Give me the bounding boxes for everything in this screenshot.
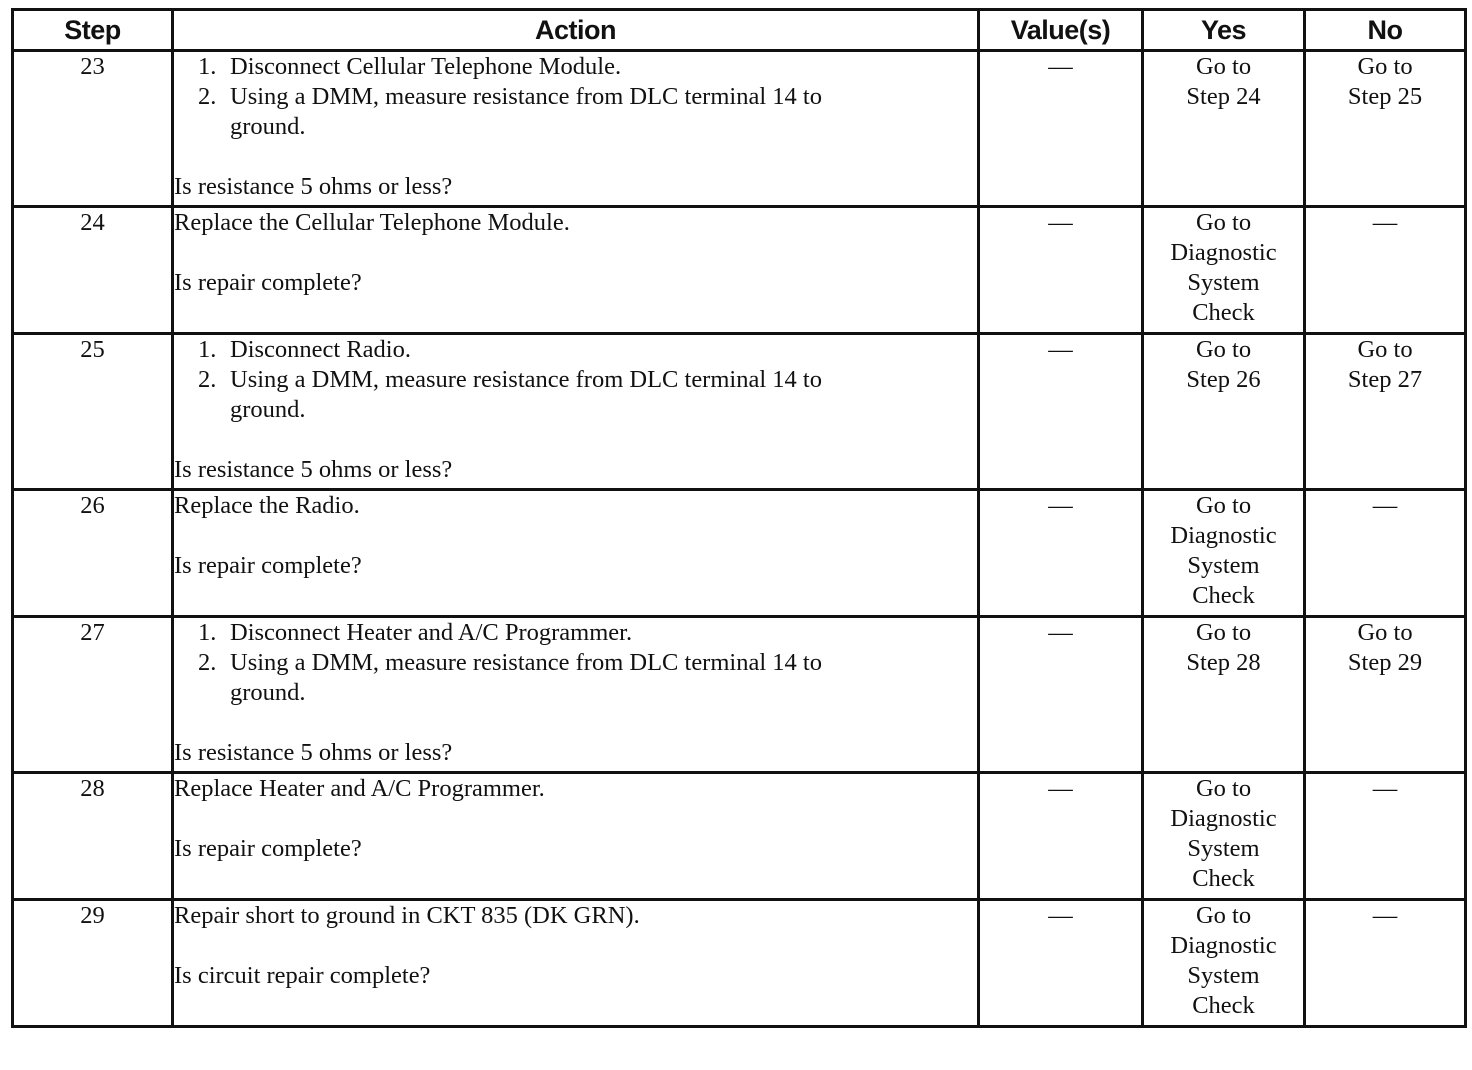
item-text: Disconnect Heater and A/C Programmer. (230, 619, 633, 646)
yes-line: Check (1192, 865, 1255, 892)
table-row (13, 773, 1466, 900)
yes-cell (1143, 51, 1305, 207)
action-item (198, 365, 977, 425)
table-row (13, 51, 1466, 207)
yes-line: Step 24 (1186, 83, 1261, 110)
action-question: Is resistance 5 ohms or less? (174, 456, 453, 483)
yes-line: Go to (1195, 336, 1252, 363)
yes-line: System (1187, 552, 1260, 579)
no-cell (1305, 617, 1466, 773)
diagnostic-table (11, 8, 1467, 1028)
action-cell (173, 617, 979, 773)
yes-cell (1143, 490, 1305, 617)
no-cell (1305, 900, 1466, 1027)
action-question: Is repair complete? (174, 835, 362, 862)
yes-line: Go to (1195, 902, 1252, 929)
action-question: Is repair complete? (174, 552, 362, 579)
yes-line: Check (1192, 992, 1255, 1019)
yes-line: Go to (1195, 492, 1252, 519)
action-text: Replace the Cellular Telephone Module. (174, 209, 570, 236)
step-number: 27 (13, 617, 173, 773)
action-item (198, 648, 977, 708)
value-dash: — (1048, 53, 1073, 80)
yes-cell (1143, 773, 1305, 900)
header-yes: Yes (1143, 10, 1305, 51)
action-cell (173, 900, 979, 1027)
action-question: Is circuit repair complete? (174, 962, 431, 989)
action-cell (173, 490, 979, 617)
yes-line: Check (1192, 299, 1255, 326)
no-cell (1305, 334, 1466, 490)
no-line: Go to (1357, 619, 1413, 646)
no-line: Step 27 (1347, 366, 1423, 393)
no-line: — (1372, 775, 1398, 802)
yes-line: Step 26 (1186, 366, 1261, 393)
step-number: 28 (13, 773, 173, 900)
yes-line: Diagnostic (1170, 239, 1277, 266)
action-question: Is resistance 5 ohms or less? (174, 173, 453, 200)
value-cell (979, 490, 1143, 617)
yes-line: Diagnostic (1170, 522, 1277, 549)
action-cell (173, 207, 979, 334)
header-action: Action (173, 10, 979, 51)
step-number: 24 (13, 207, 173, 334)
action-item (198, 82, 977, 142)
yes-line: System (1187, 962, 1260, 989)
no-cell (1305, 51, 1466, 207)
no-line: Step 25 (1347, 83, 1423, 110)
action-item (198, 335, 977, 365)
item-text: Using a DMM, measure resistance from DLC terminal 14 to ground. (230, 649, 822, 706)
value-cell (979, 900, 1143, 1027)
header-row (13, 10, 1466, 51)
yes-line: System (1187, 835, 1260, 862)
no-line: — (1372, 492, 1398, 519)
table-row (13, 900, 1466, 1027)
item-number: 2. (198, 649, 217, 676)
yes-line: Go to (1195, 53, 1252, 80)
value-dash: — (1048, 492, 1073, 519)
action-text: Repair short to ground in CKT 835 (DK GRN). (174, 902, 640, 929)
item-text: Disconnect Radio. (230, 336, 411, 363)
value-dash: — (1048, 902, 1073, 929)
header-step: Step (13, 10, 173, 51)
table-row (13, 207, 1466, 334)
table-row (13, 617, 1466, 773)
value-dash: — (1048, 209, 1073, 236)
yes-line: Go to (1195, 619, 1252, 646)
value-cell (979, 207, 1143, 334)
action-cell (173, 773, 979, 900)
yes-cell (1143, 334, 1305, 490)
no-cell (1305, 207, 1466, 334)
action-text: Replace the Radio. (174, 492, 360, 519)
value-dash: — (1048, 336, 1073, 363)
item-text: Using a DMM, measure resistance from DLC terminal 14 to ground. (230, 366, 822, 423)
table-row (13, 334, 1466, 490)
step-number: 26 (13, 490, 173, 617)
action-cell (173, 334, 979, 490)
no-line: Go to (1357, 53, 1413, 80)
yes-line: Go to (1195, 209, 1252, 236)
value-dash: — (1048, 619, 1073, 646)
value-cell (979, 334, 1143, 490)
yes-line: Diagnostic (1170, 805, 1277, 832)
header-no: No (1305, 10, 1466, 51)
value-cell (979, 617, 1143, 773)
item-number: 1. (198, 53, 217, 80)
no-line: — (1372, 902, 1398, 929)
yes-cell (1143, 617, 1305, 773)
value-cell (979, 51, 1143, 207)
yes-line: Check (1192, 582, 1255, 609)
item-number: 1. (198, 336, 217, 363)
no-line: Step 29 (1347, 649, 1423, 676)
value-cell (979, 773, 1143, 900)
table-row (13, 490, 1466, 617)
no-line: Go to (1357, 336, 1413, 363)
item-number: 1. (198, 619, 217, 646)
no-cell (1305, 773, 1466, 900)
action-question: Is resistance 5 ohms or less? (174, 739, 453, 766)
step-number: 29 (13, 900, 173, 1027)
header-values: Value(s) (979, 10, 1143, 51)
yes-cell (1143, 900, 1305, 1027)
action-cell (173, 51, 979, 207)
yes-line: Diagnostic (1170, 932, 1277, 959)
action-text: Replace Heater and A/C Programmer. (174, 775, 545, 802)
yes-line: Go to (1195, 775, 1252, 802)
yes-line: Step 28 (1186, 649, 1261, 676)
action-question: Is repair complete? (174, 269, 362, 296)
action-item (198, 52, 977, 82)
yes-cell (1143, 207, 1305, 334)
item-text: Disconnect Cellular Telephone Module. (230, 53, 622, 80)
no-line: — (1372, 209, 1398, 236)
value-dash: — (1048, 775, 1073, 802)
action-item (198, 618, 977, 648)
item-number: 2. (198, 83, 217, 110)
item-text: Using a DMM, measure resistance from DLC terminal 14 to ground. (230, 83, 822, 140)
item-number: 2. (198, 366, 217, 393)
yes-line: System (1187, 269, 1260, 296)
no-cell (1305, 490, 1466, 617)
step-number: 25 (13, 334, 173, 490)
step-number: 23 (13, 51, 173, 207)
